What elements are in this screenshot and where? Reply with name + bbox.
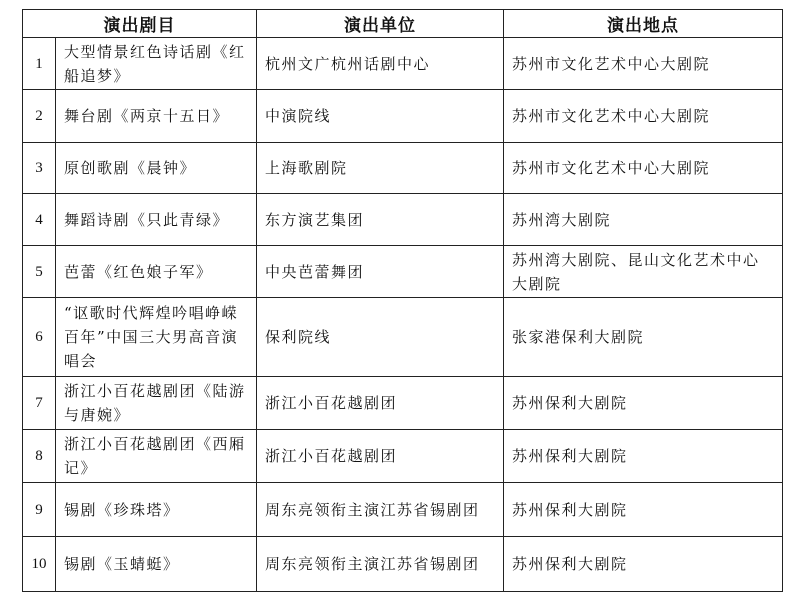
row-title: 原创歌剧《晨钟》 — [56, 143, 257, 194]
table-row — [23, 90, 783, 143]
row-number: 3 — [23, 143, 56, 194]
row-title: 舞蹈诗剧《只此青绿》 — [56, 194, 257, 246]
row-unit: 浙江小百花越剧团 — [257, 377, 504, 430]
row-number: 10 — [23, 537, 56, 592]
row-title: 舞台剧《两京十五日》 — [56, 90, 257, 143]
row-venue: 苏州保利大剧院 — [504, 377, 783, 430]
table-row — [23, 537, 783, 592]
row-venue: 苏州保利大剧院 — [504, 483, 783, 537]
row-number: 6 — [23, 298, 56, 377]
header-title: 演出剧目 — [23, 10, 257, 38]
row-title: 锡剧《玉蜻蜓》 — [56, 537, 257, 592]
row-number: 9 — [23, 483, 56, 537]
row-venue: 苏州市文化艺术中心大剧院 — [504, 143, 783, 194]
row-venue: 苏州市文化艺术中心大剧院 — [504, 90, 783, 143]
row-number: 1 — [23, 38, 56, 90]
row-venue: 苏州保利大剧院 — [504, 537, 783, 592]
row-unit: 周东亮领衔主演江苏省锡剧团 — [257, 483, 504, 537]
row-title: 锡剧《珍珠塔》 — [56, 483, 257, 537]
performance-table-container — [22, 9, 782, 590]
table-row — [23, 483, 783, 537]
row-number: 7 — [23, 377, 56, 430]
header-unit: 演出单位 — [257, 10, 504, 38]
row-number: 5 — [23, 246, 56, 298]
row-unit: 东方演艺集团 — [257, 194, 504, 246]
header-venue: 演出地点 — [504, 10, 783, 38]
row-unit: 保利院线 — [257, 298, 504, 377]
row-title: 浙江小百花越剧团《陆游与唐婉》 — [56, 377, 257, 430]
row-venue: 苏州市文化艺术中心大剧院 — [504, 38, 783, 90]
row-number: 4 — [23, 194, 56, 246]
row-unit: 杭州文广杭州话剧中心 — [257, 38, 504, 90]
row-venue: 张家港保利大剧院 — [504, 298, 783, 377]
table-row — [23, 377, 783, 430]
row-number: 8 — [23, 430, 56, 483]
table-row — [23, 246, 783, 298]
row-title: 浙江小百花越剧团《西厢记》 — [56, 430, 257, 483]
row-title: 芭蕾《红色娘子军》 — [56, 246, 257, 298]
performance-table — [22, 9, 783, 592]
row-unit: 周东亮领衔主演江苏省锡剧团 — [257, 537, 504, 592]
table-row — [23, 143, 783, 194]
table-row — [23, 194, 783, 246]
table-row — [23, 298, 783, 377]
row-venue: 苏州湾大剧院、昆山文化艺术中心大剧院 — [504, 246, 783, 298]
row-title: “讴歌时代辉煌吟唱峥嵘百年”中国三大男高音演唱会 — [56, 298, 257, 377]
row-unit: 中央芭蕾舞团 — [257, 246, 504, 298]
row-unit: 浙江小百花越剧团 — [257, 430, 504, 483]
row-unit: 中演院线 — [257, 90, 504, 143]
row-venue: 苏州保利大剧院 — [504, 430, 783, 483]
row-unit: 上海歌剧院 — [257, 143, 504, 194]
table-row — [23, 38, 783, 90]
table-header-row — [23, 10, 783, 38]
row-number: 2 — [23, 90, 56, 143]
row-title: 大型情景红色诗话剧《红船追梦》 — [56, 38, 257, 90]
row-venue: 苏州湾大剧院 — [504, 194, 783, 246]
table-row — [23, 430, 783, 483]
